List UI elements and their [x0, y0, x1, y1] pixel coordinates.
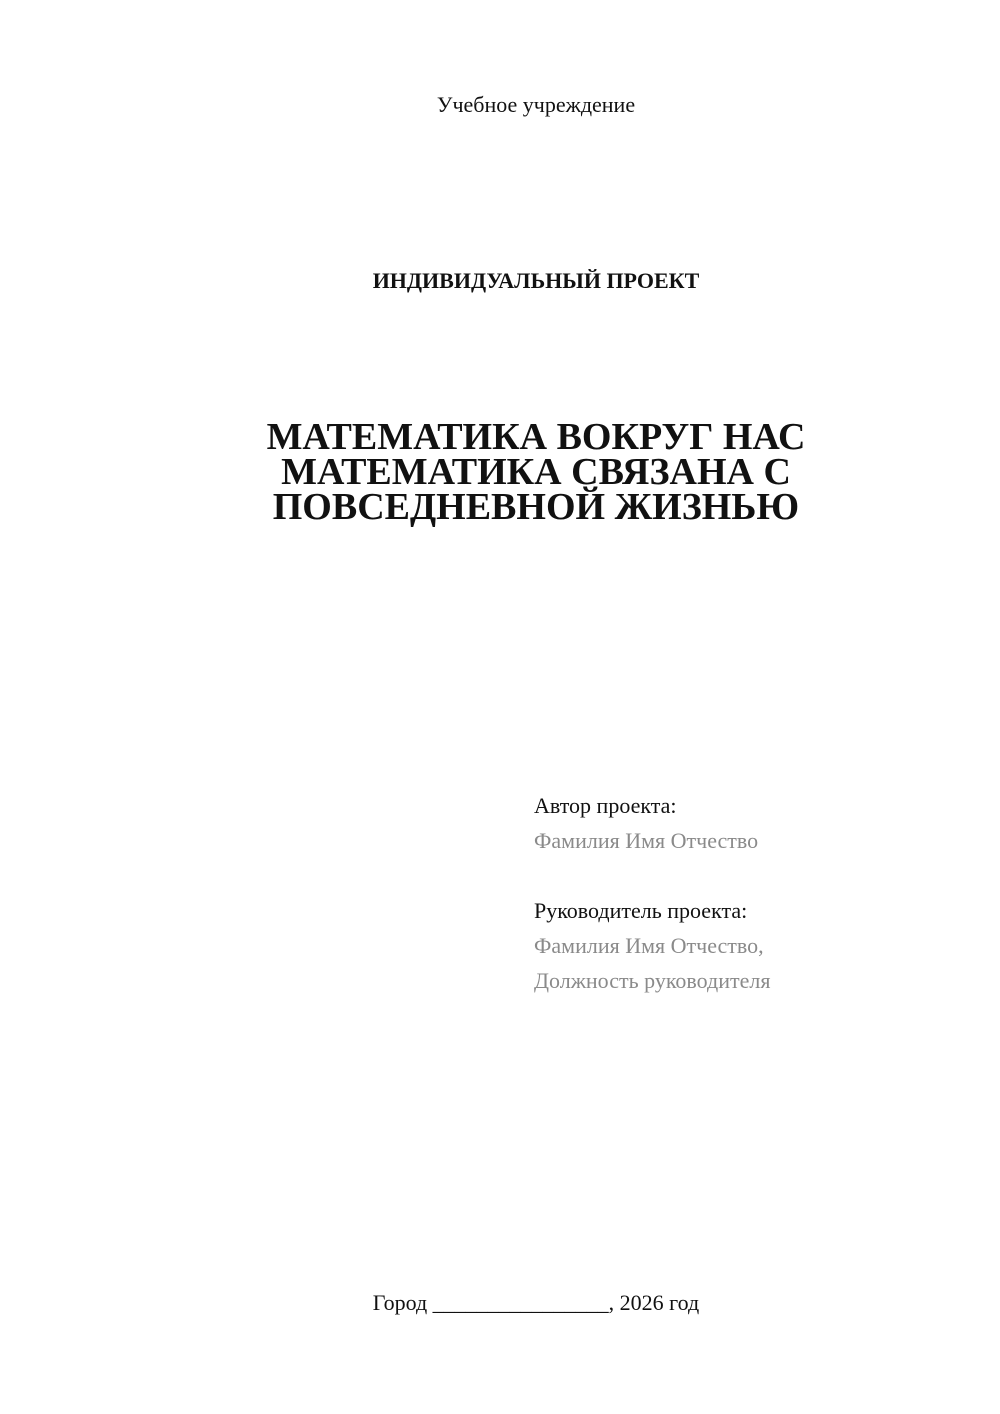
author-label: Автор проекта:: [534, 793, 677, 818]
project-title: [72, 416, 1000, 528]
title-line: ПОВСЕДНЕВНОЙ ЖИЗНЬЮ: [272, 486, 800, 528]
title-line: МАТЕМАТИКА ВОКРУГ НАС: [266, 416, 806, 458]
leader-block: [534, 893, 770, 998]
city-year: Город ________________, 2026 год: [372, 1290, 700, 1315]
author-block: [534, 788, 758, 858]
institution-name: Учебное учреждение: [436, 92, 636, 117]
title-line: МАТЕМАТИКА СВЯЗАНА С: [281, 451, 791, 493]
leader-name: Фамилия Имя Отчество,: [534, 933, 764, 958]
author-name: Фамилия Имя Отчество: [534, 828, 759, 853]
leader-label: Руководитель проекта:: [534, 898, 748, 923]
leader-position: Должность руководителя: [534, 968, 771, 993]
project-type: ИНДИВИДУАЛЬНЫЙ ПРОЕКТ: [372, 268, 700, 293]
